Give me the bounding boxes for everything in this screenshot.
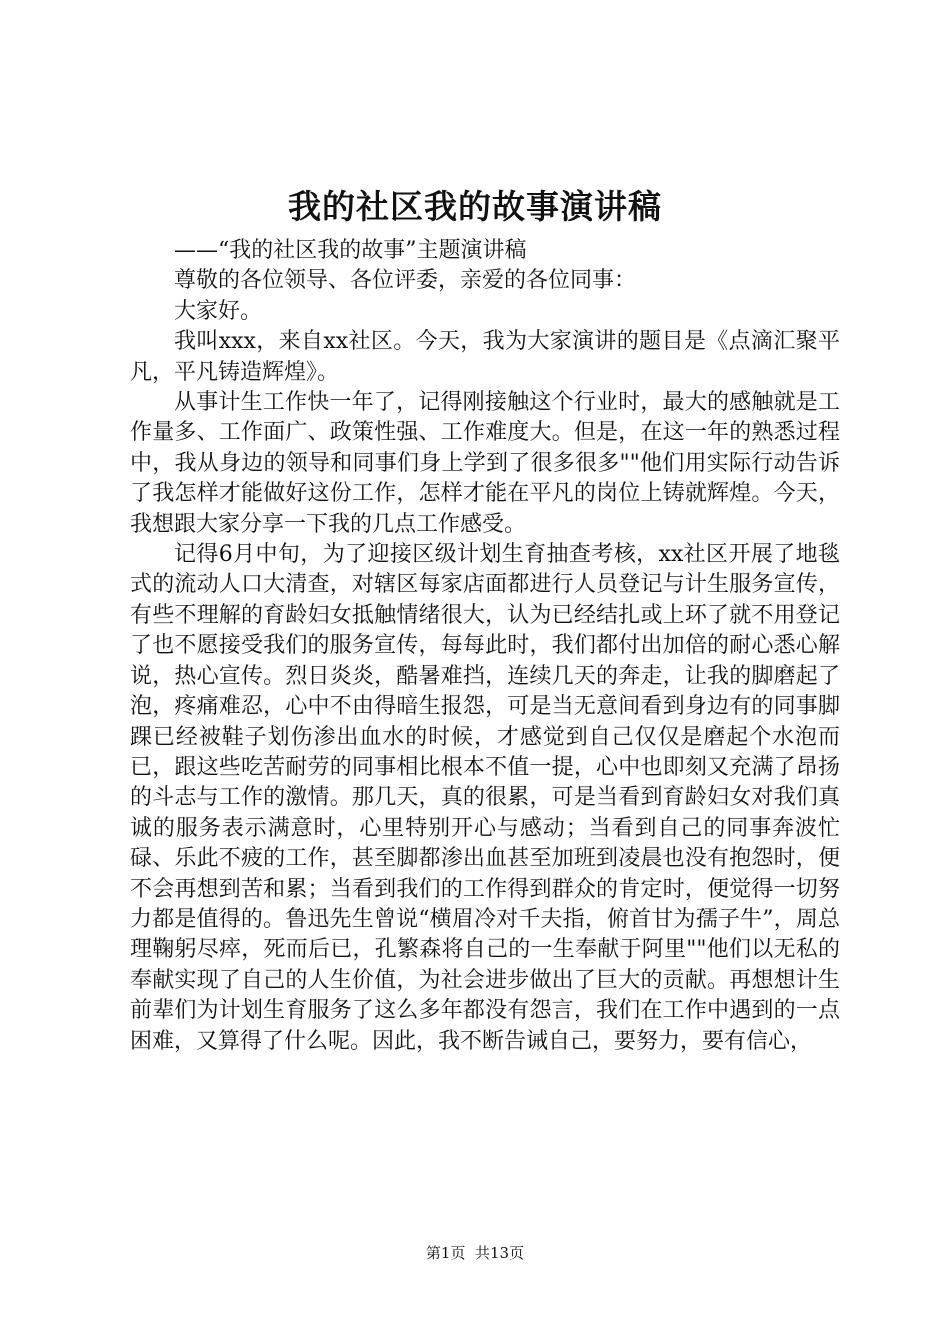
subtitle-paragraph: ——“我的社区我的故事”主题演讲稿 [174,238,527,263]
body-paragraph: 从事计生工作快一年了，记得刚接触这个行业时，最大的感触就是工作量多、工作面广、政策性强、工作难度大。但是，在这一年的熟悉过程中，我从身边的领导和同事们身上学到了很多很多""他们用实际行动告诉了我怎样才能做好这份工作，怎样才能在平凡的岗位上铸就辉煌。今天，我想跟大家分享一下我的几点工作感受。 [130,390,840,537]
body-paragraph: 我叫xxx，来自xx社区。今天，我为大家演讲的题目是《点滴汇聚平凡，平凡铸造辉煌》。 [130,329,840,385]
document-title: 我的社区我的故事演讲稿 [288,187,662,226]
salutation-paragraph: 尊敬的各位领导、各位评委，亲爱的各位同事： [174,268,637,294]
page-number: 第1页 [425,1244,466,1262]
greeting-paragraph: 大家好。 [174,298,263,324]
page-total: 共13页 [475,1244,525,1262]
page-footer [0,1241,950,1265]
footer-separator [465,1244,475,1262]
body-paragraph: 记得6月中旬，为了迎接区级计划生育抽查考核，xx社区开展了地毯式的流动人口大清查，对辖区每家店面都进行人员登记与计生服务宣传，有些不理解的育龄妇女抵触情绪很大，认为已经结扎或上环了就不用登记了也不愿接受我们的服务宣传，每每此时，我们都付出加倍的耐心悉心解说，热心宣传。烈日炎炎，酷暑难挡，连续几天的奔走，让我的脚磨起了泡，疼痛难忍，心中不由得暗生报怨，可是当无意间看到身边有的同事脚踝已经被鞋子划伤渗出血水的时候，才感觉到自己仅仅是磨起个水泡而已，跟这些吃苦耐劳的同事相比根本不值一提，心中也即刻又充满了昂扬的斗志与工作的激情。那几天，真的很累，可是当看到育龄妇女对我们真诚的服务表示满意时，心里特别开心与感动；当看到自己的同事奔波忙碌、乐此不疲的工作，甚至脚都渗出血甚至加班到凌晨也没有抱怨时，便不会再想到苦和累；当看到我们的工作得到群众的肯定时，便觉得一切努力都是值得的。鲁迅先生曾说“横眉冷对千夫指，俯首甘为孺子牛”，周总理鞠躬尽瘁，死而后已，孔繁森将自己的一生奉献于阿里""他们以无私的奉献实现了自己的人生价值，为社会进步做出了巨大的贡献。再想想计生前辈们为计划生育服务了这么多年都没有怨言，我们在工作中遇到的一点困难，又算得了什么呢。因此，我不断告诫自己，要努力，要有信心， [130,542,840,1054]
document-body [130,236,840,1057]
